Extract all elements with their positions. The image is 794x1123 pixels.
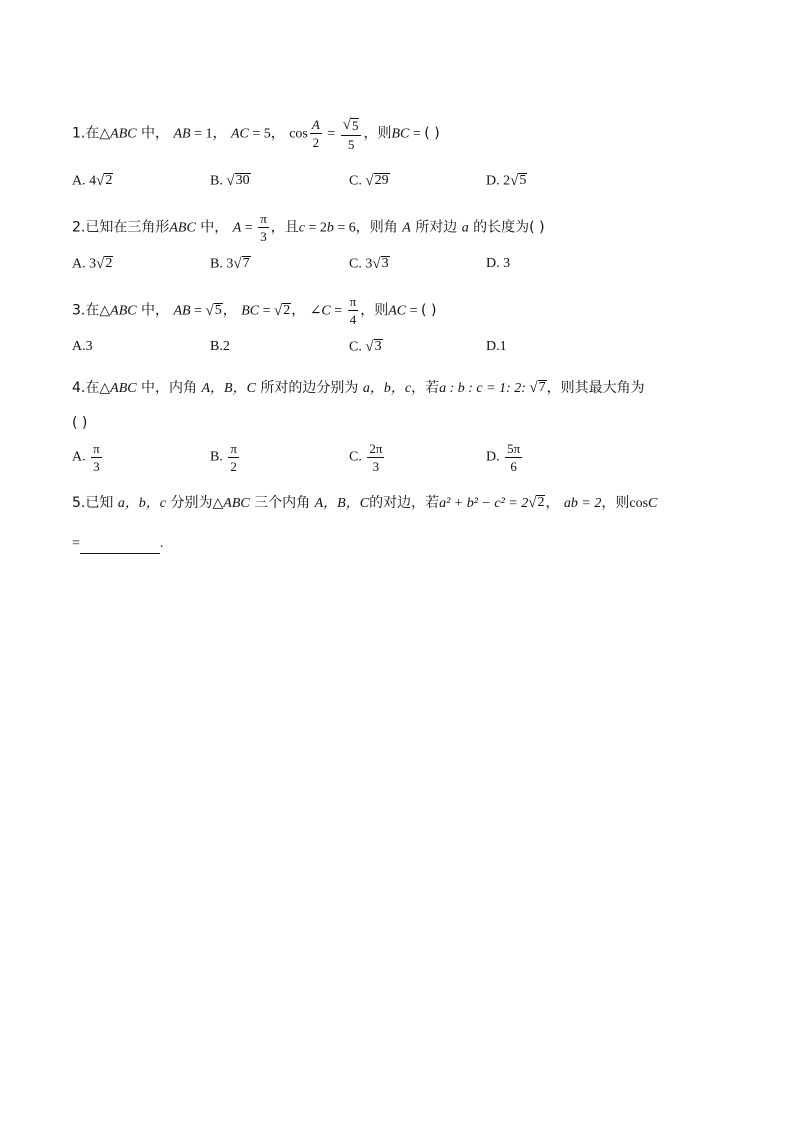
- q3-option-b-label: B.2: [210, 339, 230, 354]
- q4-option-c-den: 3: [372, 459, 380, 474]
- q1-sep-2: ，: [270, 125, 285, 142]
- q3-text-5: ，则: [360, 302, 389, 319]
- q1-sep-1: ，: [212, 125, 227, 142]
- question-5: [72, 493, 657, 514]
- q4-options: [72, 441, 732, 486]
- q2-six: = 6: [333, 220, 356, 236]
- triangle-symbol: △: [212, 496, 224, 511]
- q5-text-4: 的对边，若: [369, 495, 440, 511]
- sqrt-icon: √ 5: [510, 172, 527, 189]
- q1-eqsign: =: [323, 126, 339, 142]
- q4-option-a-den: 3: [93, 459, 100, 474]
- q3-eq2: =: [259, 303, 274, 319]
- q4-rad7: 7: [538, 380, 546, 396]
- q2-options: [72, 254, 732, 288]
- q3-ac: AC: [388, 303, 407, 319]
- q3-option-c-label: C.: [349, 339, 366, 355]
- q2-frac-den: 3: [260, 229, 267, 244]
- q3-text-1: 3.在: [72, 302, 100, 319]
- q2-frac-num: π: [260, 211, 267, 226]
- q5-text-2: 分别为: [170, 495, 213, 511]
- q4-option-a-fraction: [91, 442, 102, 473]
- q3-eq4: =: [406, 303, 422, 319]
- q4-option-d-label: D.: [486, 449, 504, 465]
- question-4-paren: [72, 413, 87, 433]
- triangle-symbol: △: [99, 126, 111, 142]
- q1-option-d-label: D. 2: [486, 173, 511, 189]
- question-1: [72, 116, 440, 151]
- q1-cos: cos: [289, 126, 308, 142]
- q1-fraction-a-over-2: [310, 118, 322, 149]
- q5-expression: a² + b² − c² = 2: [439, 496, 529, 511]
- q1-text-5: ，则: [363, 125, 392, 142]
- q2-abc: ABC: [169, 220, 196, 236]
- q3-bc: BC: [241, 303, 260, 319]
- triangle-symbol: △: [99, 303, 111, 319]
- q4-ratio: a : b : c = 1: 2:: [439, 381, 530, 396]
- q4-sides: a，b，c: [362, 381, 412, 396]
- q3-sep-2: ，: [291, 302, 306, 319]
- q5-answer-blank[interactable]: [80, 539, 160, 554]
- q2-option-d[interactable]: [486, 254, 510, 274]
- q4-text-2: 中，内角: [141, 380, 198, 396]
- q4-option-a-num: π: [93, 441, 100, 456]
- q4-option-b-label: B.: [210, 449, 227, 465]
- q4-angles: A，B，C: [201, 381, 256, 396]
- q1-options: [72, 171, 732, 205]
- q3-option-c[interactable]: [349, 337, 383, 358]
- question-3: [72, 295, 436, 326]
- q3-eq: =: [190, 303, 206, 319]
- q4-option-d-fraction: [505, 442, 522, 473]
- q3-rad2: 2: [283, 302, 291, 318]
- q5-sides: a，b，c: [117, 496, 167, 511]
- q2-option-a[interactable]: [72, 254, 113, 275]
- sqrt-icon: √ 2: [96, 255, 113, 272]
- q2-text-2: 中，: [200, 219, 229, 236]
- q4-text-4: ，若: [411, 380, 440, 396]
- q1-sqrt5-radicand: 5: [351, 118, 359, 133]
- q2-fraction-pi-over-3: [258, 212, 269, 243]
- q2-option-a-label: A. 3: [72, 256, 97, 272]
- q1-option-b-rad: 30: [235, 173, 250, 188]
- q3-option-a[interactable]: [72, 337, 93, 357]
- q2-option-c-label: C. 3: [349, 256, 373, 272]
- q4-text-3: 所对的边分别为: [260, 380, 359, 396]
- q1-text-1: 1.在: [72, 125, 100, 142]
- q3-rad5: 5: [214, 302, 222, 318]
- q3-options: [72, 337, 732, 371]
- q4-option-c-num: 2π: [369, 441, 383, 456]
- q3-frac-num: π: [349, 294, 357, 309]
- q5-angles: A，B，C: [314, 496, 370, 511]
- q5-ab: ab = 2: [563, 496, 602, 511]
- q3-eq3: =: [330, 303, 346, 319]
- q2-text-5: 所对边: [415, 219, 458, 236]
- q2-c: c: [298, 220, 305, 236]
- q3-option-b[interactable]: [210, 337, 230, 357]
- q2-option-c[interactable]: [349, 254, 390, 275]
- q2-text-1: 2.已知在三角形: [72, 219, 170, 236]
- q1-ab: AB: [173, 126, 191, 142]
- q5-text-1: 5.已知: [72, 495, 114, 511]
- sqrt-icon: √ 2: [274, 302, 291, 319]
- q2-b: b: [326, 220, 334, 236]
- q3-option-d-label: D.1: [486, 339, 507, 354]
- q5-c: C: [648, 496, 658, 511]
- question-4: [72, 378, 645, 399]
- sqrt-icon: √ 29: [365, 172, 389, 189]
- angle-symbol: ∠: [309, 303, 322, 319]
- q2-option-b[interactable]: [210, 254, 251, 275]
- q3-abc: ABC: [110, 303, 137, 319]
- q2-option-c-rad: 3: [381, 256, 389, 271]
- q4-option-b-fraction: [228, 442, 239, 473]
- q1-frac-num: A: [311, 116, 320, 132]
- q1-option-a-rad: 2: [105, 173, 113, 188]
- sqrt-icon: √ 5: [205, 302, 222, 319]
- q5-text-6: ，则: [601, 495, 630, 511]
- q3-option-c-rad: 3: [374, 339, 382, 354]
- q5-text-3: 三个内角: [254, 495, 311, 511]
- q3-c: C: [321, 303, 331, 319]
- q4-option-c-label: C.: [349, 449, 366, 465]
- q4-option-b[interactable]: [210, 442, 241, 473]
- q1-option-d-rad: 5: [519, 173, 527, 188]
- q3-frac-den: 4: [349, 312, 357, 327]
- q5-period: .: [159, 536, 164, 551]
- q2-text-4: ，则角: [355, 219, 398, 236]
- q1-option-a-label: A. 4: [72, 173, 97, 189]
- q4-option-a-label: A.: [72, 449, 90, 465]
- q1-option-c-rad: 29: [374, 173, 389, 188]
- q5-abc: ABC: [223, 496, 250, 511]
- q5-cos: cos: [629, 496, 649, 511]
- q4-option-d-num: 5π: [507, 441, 521, 456]
- q5-sep: ，: [545, 495, 560, 511]
- triangle-symbol: △: [99, 381, 111, 396]
- sqrt-icon: √ 3: [365, 338, 382, 355]
- sqrt-icon: √ 5: [342, 116, 359, 133]
- q3-ab: AB: [173, 303, 191, 319]
- q2-option-b-label: B. 3: [210, 256, 234, 272]
- q2-angle-a: A: [402, 220, 411, 236]
- q3-fraction-pi-over-4: [348, 295, 359, 326]
- question-5-blank-line: [72, 533, 163, 554]
- sqrt-icon: √ 7: [529, 380, 546, 396]
- q4-text-1: 4.在: [72, 380, 100, 396]
- sqrt-icon: √ 3: [372, 255, 389, 272]
- q4-option-c[interactable]: [349, 442, 386, 473]
- q1-option-c[interactable]: [349, 171, 390, 192]
- q1-triangle-abc: ABC: [110, 126, 137, 142]
- q1-answer-paren: ( ): [424, 125, 440, 142]
- q2-option-b-rad: 7: [242, 256, 250, 271]
- q4-option-d[interactable]: [486, 442, 524, 473]
- q1-frac-den: 2: [312, 134, 320, 150]
- q2-option-d-label: D. 3: [486, 256, 511, 271]
- q1-option-c-label: C.: [349, 173, 366, 189]
- q1-text-2: 中，: [141, 125, 170, 142]
- q1-bc: BC: [391, 126, 410, 142]
- q3-text-2: 中，: [141, 302, 170, 319]
- sqrt-icon: √ 2: [96, 172, 113, 189]
- q1-frac2-den: 5: [347, 136, 355, 152]
- q2-a: A: [232, 220, 242, 236]
- q2-option-a-rad: 2: [105, 256, 113, 271]
- q2-mid: = 2: [304, 220, 327, 236]
- q1-ac: AC: [230, 126, 249, 142]
- q1-option-b-label: B.: [210, 173, 227, 189]
- q2-side-a: a: [461, 220, 469, 236]
- sqrt-icon: √ 30: [226, 172, 250, 189]
- q2-eq: =: [241, 220, 257, 236]
- q4-option-c-fraction: [367, 442, 384, 473]
- q1-fraction-sqrt5-over-5: [341, 116, 362, 151]
- sqrt-icon: √ 2: [528, 495, 545, 511]
- q4-option-a[interactable]: [72, 442, 104, 473]
- q4-option-d-den: 6: [510, 459, 517, 474]
- q2-text-6: 的长度为( ): [473, 219, 545, 236]
- q4-text-5: ，则其最大角为: [546, 380, 645, 396]
- q1-option-b[interactable]: [210, 171, 251, 192]
- q1-eq1: = 1: [190, 126, 213, 142]
- q5-equals: =: [72, 536, 80, 551]
- q3-option-d[interactable]: [486, 337, 507, 357]
- q4-option-b-den: 2: [230, 459, 237, 474]
- question-2: [72, 212, 545, 243]
- q1-eqopen: =: [409, 126, 425, 142]
- q3-sep-1: ，: [222, 302, 237, 319]
- q5-rad2: 2: [537, 495, 545, 511]
- q1-eq5: = 5: [248, 126, 271, 142]
- q4-answer-paren: ( ): [72, 415, 88, 431]
- q4-option-b-num: π: [230, 441, 237, 456]
- q1-option-d[interactable]: [486, 171, 527, 192]
- q2-text-3: ，且: [270, 219, 299, 236]
- q3-option-a-label: A.3: [72, 339, 93, 354]
- sqrt-icon: √ 7: [233, 255, 250, 272]
- q4-abc: ABC: [110, 381, 137, 396]
- q3-answer-paren: ( ): [421, 302, 437, 319]
- q1-option-a[interactable]: [72, 171, 113, 192]
